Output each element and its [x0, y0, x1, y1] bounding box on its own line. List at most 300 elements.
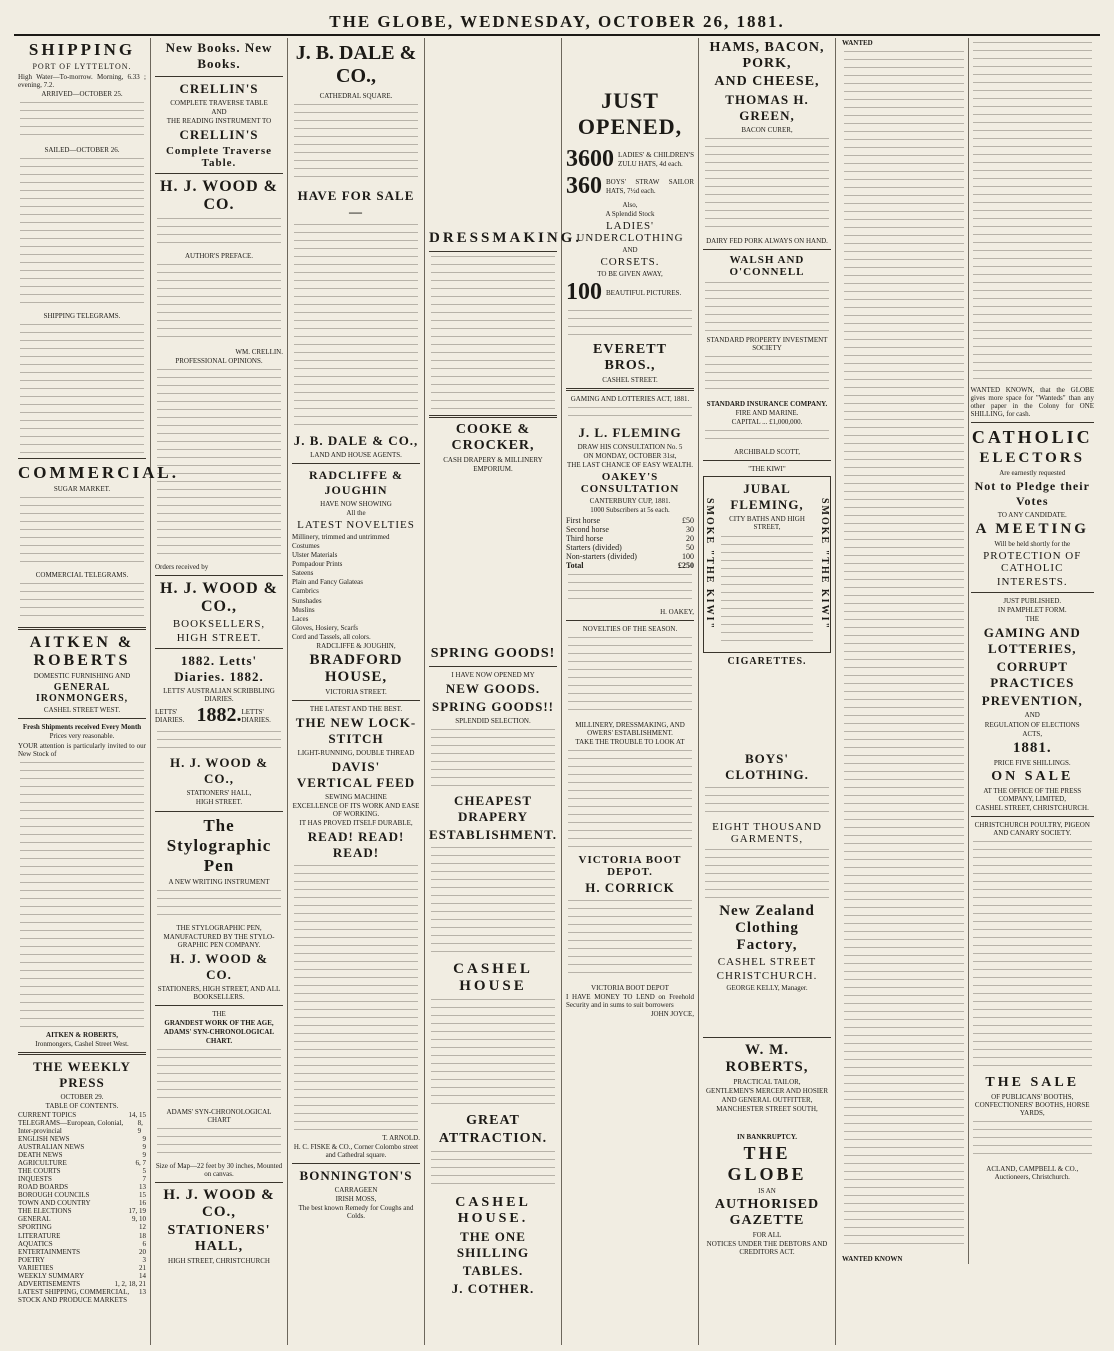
crellin-line3: THE READING INSTRUMENT TO [166, 117, 272, 126]
authors-preface: AUTHOR'S PREFACE. [184, 252, 254, 261]
dressmaking-text [431, 256, 555, 411]
radcliffe-item: Ulster Materials [292, 551, 338, 560]
row-sailor-hats [566, 173, 694, 200]
novelties-heading: NOVELTIES OF THE SEASON. [582, 624, 678, 633]
footer-stationers: STATIONERS' HALL, [167, 1223, 271, 1255]
port-heading: PORT OF LYTTELTON. [32, 62, 132, 71]
telegrams-text [20, 324, 144, 454]
radcliffe-item: Costumes [292, 542, 320, 551]
toc-label: CURRENT TOPICS [18, 1110, 77, 1119]
toc-page: 6 [142, 1239, 146, 1248]
radcliffe-item: Pompadour Prints [292, 560, 343, 569]
sugar-text [20, 497, 144, 567]
prize-amount: 20 [686, 533, 694, 543]
chart-line1: GRANDEST WORK OF THE AGE, [164, 1018, 274, 1027]
green-text [705, 138, 829, 233]
standard-ins: STANDARD INSURANCE COMPANY. [706, 400, 828, 409]
row3-text: BEAUTIFUL PICTURES. [606, 288, 682, 297]
toc-row [18, 1135, 146, 1143]
toc-label: THE COURTS [18, 1167, 61, 1176]
letts-right: LETTS' DIARIES. [241, 707, 271, 724]
toc-label: AQUATICS [18, 1239, 53, 1248]
novelties-text [568, 637, 692, 717]
press-cashel: CASHEL STREET, CHRISTCHURCH. [975, 803, 1089, 812]
cashel-title: CASHEL HOUSE [453, 961, 533, 995]
prize-amount: 50 [686, 542, 694, 552]
toc-page: 9 [142, 1134, 146, 1143]
meeting: A MEETING [975, 521, 1089, 538]
toc-label: AUSTRALIAN NEWS [18, 1142, 85, 1151]
toc-row [18, 1207, 146, 1215]
sewing-latest: THE LATEST AND THE BEST. [309, 704, 403, 713]
toc-label: TELEGRAMS—European, Colonial, Inter-provincial [18, 1118, 124, 1135]
radcliffe-item: Plain and Fancy Galateas [292, 578, 363, 587]
aitken-prices: Prices very reasonable. [49, 732, 115, 741]
toc-row [18, 1151, 146, 1159]
millinery: MILLINERY, DRESSMAKING, AND OWERS' ESTABLISHMENT. [575, 720, 685, 737]
kiwi-side-left: SMOKE "THE KIWI" [704, 498, 715, 631]
toc-row [18, 1223, 146, 1231]
last-chance: THE LAST CHANCE OF EASY WEALTH. [566, 461, 693, 470]
gaming-lotteries: GAMING AND LOTTERIES, [983, 625, 1081, 657]
toc-page: 5 [142, 1167, 146, 1176]
boys-clothing: BOYS' CLOTHING. [725, 750, 809, 782]
toc-row [18, 1272, 146, 1280]
fleming-name: J. L. FLEMING [578, 425, 682, 441]
roberts-line2: GENTLEMEN'S MERCER AND HOSIER [705, 1086, 828, 1095]
toc-row [18, 1159, 146, 1167]
acland: ACLAND, CAMPBELL & CO., Auctioneers, Christchurch. [986, 1165, 1079, 1182]
sewing-line3: SEWING MACHINE [325, 792, 387, 801]
aitken-shipments: Fresh Shipments received Every Month [22, 723, 142, 732]
pamphlet-and: AND [1024, 711, 1040, 720]
toc-page: 7 [142, 1175, 146, 1184]
letts-banner [155, 704, 283, 727]
aitken-footer-address: Ironmongers, Cashel Street West. [35, 1039, 129, 1048]
toc-page: 8, 9 [137, 1118, 143, 1135]
cashel-title-2: CASHEL HOUSE. [455, 1195, 531, 1227]
acts: ACTS, [1022, 729, 1043, 738]
radcliffe-footer-street: VICTORIA STREET. [325, 687, 387, 696]
arrived-heading: ARRIVED—OCTOBER 25. [41, 90, 123, 99]
cooke-line2: EMPORIUM. [473, 465, 513, 474]
radcliffe-footer-name: RADCLIFFE & JOUGHIN, [316, 641, 396, 650]
bonnington-line2: IRISH MOSS, [335, 1195, 377, 1204]
radcliffe-item: Sunshades [292, 596, 322, 605]
corrupt: CORRUPT PRACTICES [990, 659, 1075, 691]
prize-label: Starters (divided) [566, 542, 622, 552]
kiwi-name: JUBAL FLEMING, [730, 481, 804, 513]
notices: NOTICES UNDER THE DEBTORS AND CREDITORS ACT. [706, 1239, 828, 1256]
toc-page: 6, 7 [135, 1159, 146, 1168]
toc-page: 21 [139, 1263, 146, 1272]
roberts-line3: AND GENERAL OUTFITTER, [721, 1095, 813, 1104]
the-globe: THE GLOBE [727, 1142, 807, 1184]
toc-row [18, 1199, 146, 1207]
sewing-line4: EXCELLENCE OF ITS WORK AND EASE OF WORKING. [292, 801, 420, 819]
attraction-text [431, 1151, 555, 1191]
chart-line4: ADAMS' SYN-CHRONOLOGICAL CHART [166, 1107, 272, 1125]
radcliffe-item: Gloves, Hosiery, Scarfs [292, 623, 359, 632]
stationers-name: H. J. WOOD & CO., [169, 755, 269, 787]
hjwood-line1: BOOKSELLERS, [172, 618, 266, 631]
toc-page: 9 [142, 1151, 146, 1160]
and: AND [622, 246, 638, 255]
bonnington-line3: The best known Remedy for Coughs and Colds. [298, 1204, 414, 1221]
toc-label: AGRICULTURE [18, 1159, 67, 1168]
radcliffe-item: Muslins [292, 605, 315, 614]
boys-text [705, 787, 829, 817]
green-sub: BACON CURER, [741, 126, 793, 134]
toc-page: 14, 15 [128, 1110, 146, 1119]
toc-page: 16 [139, 1199, 146, 1208]
toc-row [18, 1256, 146, 1264]
shipping-heading: SHIPPING [28, 40, 136, 59]
hjwood-line2: HIGH STREET. [176, 632, 262, 645]
toc-label: ENTERTAINMENTS [18, 1247, 81, 1256]
will-be-held: Will be held shortly for the [994, 540, 1071, 549]
subscribers: 1000 Subscribers at 5s each. [590, 506, 670, 515]
prize-amount: 30 [686, 524, 694, 534]
poultry-text [973, 841, 1093, 1071]
toc-label: LITERATURE [18, 1231, 61, 1240]
dale-street: CATHEDRAL SQUARE. [319, 92, 393, 100]
the-sale: THE SALE [985, 1074, 1080, 1090]
column-2 [151, 38, 288, 1345]
given-away: TO BE GIVEN AWAY, [597, 270, 663, 279]
crellin-name-2: CRELLIN'S [179, 127, 259, 143]
prevention: PREVENTION, [981, 693, 1083, 709]
prize-total-label: Total [566, 560, 584, 570]
footer-wood: H. J. WOOD & CO., [163, 1187, 275, 1221]
sugar-heading: SUGAR MARKET. [53, 485, 111, 494]
stylographic-text [157, 890, 281, 920]
price: PRICE FIVE SHILLINGS. [993, 758, 1071, 767]
fire-marine: FIRE AND MARINE. [735, 409, 799, 418]
toc-label: WEEKLY SUMMARY [18, 1271, 85, 1280]
letts-year: 1882. [196, 704, 242, 727]
toc-label: GENERAL [18, 1215, 51, 1224]
cooke-name: COOKE & CROCKER, [451, 422, 535, 453]
column-6 [699, 38, 836, 1345]
row-pictures [566, 279, 694, 306]
aitken-goods-list [20, 762, 144, 1027]
nz-street: CASHEL STREET [717, 955, 817, 968]
crellin-line4: Complete Traverse Table. [165, 145, 273, 170]
roberts-line1: PRACTICAL TAILOR, [733, 1077, 801, 1086]
radcliffe-item: Cambrics [292, 587, 319, 596]
hjwood-name: H. J. WOOD & CO., [160, 580, 278, 616]
opinions-text [157, 369, 281, 559]
kiwi-ad [703, 476, 831, 652]
victoria-boot: VICTORIA BOOT DEPOT. [578, 853, 682, 878]
in-bankruptcy: IN BANKRUPTCY. [736, 1132, 798, 1141]
toc-row [18, 1175, 146, 1183]
dairy-fed: DAIRY FED PORK ALWAYS ON HAND. [706, 237, 828, 246]
toc-row [18, 1215, 146, 1223]
spring-text [431, 729, 555, 789]
prize-amount: £50 [682, 515, 694, 525]
lezard-text [568, 750, 692, 850]
spring-line1: I HAVE NOW OPENED MY [451, 671, 535, 680]
splendid-stock: A Splendid Stock [605, 210, 655, 219]
crellin-line2: AND [211, 108, 227, 117]
notices-column [968, 38, 1097, 1264]
toc-page: 18 [139, 1231, 146, 1240]
row1-text: LADIES' & CHILDREN'S ZULU HATS, 4d each. [618, 151, 694, 168]
tables-line2: TABLES. [462, 1263, 524, 1279]
radcliffe-item: Laces [292, 614, 309, 623]
weekly-press-date: OCTOBER 29. [60, 1092, 104, 1101]
sewing-signed: T. ARNOLD. [382, 1134, 420, 1143]
chart-line3: CHART. [205, 1036, 233, 1045]
money-to-lend: I HAVE MONEY TO LEND on Freehold Security and in sums to suit borrowers [566, 992, 694, 1009]
regulation: REGULATION OF ELECTIONS [984, 720, 1080, 729]
oakey-text [568, 574, 692, 604]
toc-label: ADVERTISEMENTS [18, 1279, 81, 1288]
stylographic-line3: STATIONERS, HIGH STREET, AND ALL BOOKSELLERS. [157, 984, 281, 1001]
table-of-contents [18, 1111, 146, 1304]
toc-page: 20 [139, 1247, 146, 1256]
professional-opinions: PROFESSIONAL OPINIONS. [175, 357, 263, 366]
aitken-attention: YOUR attention is particularly invited to our New Stock of [18, 741, 146, 758]
great: GREAT [466, 1113, 520, 1129]
also: Also, [622, 201, 638, 209]
toc-row [18, 1111, 146, 1119]
chart-text [157, 1049, 281, 1104]
toc-label: THE ELECTIONS [18, 1207, 72, 1216]
chart-the: THE [212, 1009, 226, 1018]
masthead-title: THE GLOBE, WEDNESDAY, OCTOBER 26, 1881. [329, 12, 785, 31]
fleming-line1: DRAW HIS CONSULTATION No. 5 [577, 443, 683, 452]
wanted-known-heading: WANTED KNOWN [842, 1255, 903, 1264]
chart-size: Size of Map—22 feet by 30 inches, Mounted on canvas. [155, 1162, 283, 1179]
prize-total [566, 561, 694, 570]
prize-row [566, 516, 694, 525]
kiwi-side-right: SMOKE "THE KIWI" [819, 498, 830, 631]
radcliffe-name: RADCLIFFE & JOUGHIN [309, 468, 403, 498]
protection: PROTECTION OF CATHOLIC [983, 550, 1082, 575]
archibald-scott: ARCHIBALD SCOTT, [734, 448, 800, 457]
attraction: ATTRACTION. [438, 1131, 548, 1147]
establishment: ESTABLISHMENT. [429, 827, 558, 843]
column-3 [288, 38, 425, 1345]
sewing-title: THE NEW LOCK-STITCH [295, 714, 417, 746]
toc-page: 1, 2, 18, 21 [114, 1279, 146, 1288]
weekly-press-title: THE WEEKLY PRESS [33, 1058, 131, 1090]
prize-label: First horse [566, 515, 600, 525]
radcliffe-items [292, 533, 420, 641]
authorised-gazette: AUTHORISED GAZETTE [714, 1196, 820, 1228]
stationers-line2: HIGH STREET. [195, 798, 243, 807]
prize-total-amount: £250 [678, 560, 694, 570]
is-an: IS AN [758, 1186, 776, 1195]
crellin-line1: COMPLETE TRAVERSE TABLE [170, 99, 268, 107]
row1-num: 3600 [566, 146, 614, 172]
bonnington-line1: CARRAGEEN [334, 1186, 378, 1195]
toc-page: 12 [139, 1223, 146, 1232]
toc-page: 13 [139, 1183, 146, 1192]
toc-row [18, 1280, 146, 1288]
toc-label: TOWN AND COUNTRY [18, 1199, 91, 1208]
prize-list [566, 516, 694, 561]
toc-page: 9, 10 [132, 1215, 146, 1224]
roberts-name: W. M. ROBERTS, [725, 1041, 809, 1075]
new-books-heading: New Books. New Books. [165, 40, 273, 71]
wanted-ads-text [844, 51, 964, 1251]
sale-line: OF PUBLICANS' BOOTHS, CONFECTIONERS' BOOTHS, HORSE YARDS, [974, 1092, 1090, 1117]
aitken-roberts-title: AITKEN & ROBERTS [29, 634, 135, 670]
toc-row [18, 1248, 146, 1256]
cashel-text [431, 999, 555, 1109]
cooke-line1: CASH DRAPERY & MILLINERY [443, 456, 543, 464]
footer-street: HIGH STREET, CHRISTCHURCH [168, 1257, 270, 1266]
dale-name: J. B. DALE & CO., [295, 42, 417, 87]
radcliffe-item: Millinery, trimmed and untrimmed [292, 533, 390, 542]
wanted-heading: WANTED [842, 39, 873, 47]
pamphlet: IN PAMPHLET FORM. [997, 606, 1067, 615]
poultry-society: CHRISTCHURCH POULTRY, PIGEON AND CANARY SOCIETY. [974, 820, 1090, 837]
victoria-boot-2: VICTORIA BOOT DEPOT [591, 983, 669, 992]
press-office: AT THE OFFICE OF THE PRESS COMPANY, LIMITED, [983, 786, 1082, 803]
toc-label: SPORTING [18, 1223, 52, 1232]
pictures-text [568, 310, 692, 338]
toc-page: 17, 19 [128, 1207, 146, 1216]
gaming-act: GAMING AND LOTTERIES ACT, 1881. [570, 395, 690, 404]
row-zulu-hats [566, 146, 694, 173]
crellin-intro-text [157, 218, 281, 248]
nz-city: CHRISTCHURCH. [716, 969, 818, 982]
toc-label: BOROUGH COUNCILS [18, 1191, 90, 1200]
diaries-heading: 1882. Letts' Diaries. 1882. [174, 653, 264, 685]
stylographic-line2: MANUFACTURED BY THE STYLO-GRAPHIC PEN COMPANY. [163, 932, 275, 949]
prize-row [566, 543, 694, 552]
corrick-text [568, 900, 692, 980]
everett: EVERETT BROS., [593, 342, 667, 374]
toc-page: 15 [139, 1191, 146, 1200]
toc-label: INQUESTS [18, 1175, 52, 1184]
kiwi-text [721, 536, 813, 646]
stylographic-sub: A NEW WRITING INSTRUMENT [168, 877, 270, 886]
hams-heading-2: AND CHEESE, [714, 74, 820, 89]
toc-page: 9 [142, 1142, 146, 1151]
toc-row [18, 1143, 146, 1151]
prize-amount: 100 [682, 551, 694, 561]
aitken-line1: DOMESTIC FURNISHING AND [33, 672, 131, 681]
on-sale: ON SALE [991, 768, 1074, 784]
read-heading: READ! READ! READ! [307, 829, 405, 861]
hams-heading: HAMS, BACON, PORK, [709, 40, 825, 71]
nz-clothing: New Zealand Clothing Factory, [719, 902, 815, 953]
toc-label: LATEST SHIPPING, COMMERCIAL, STOCK AND PRODUCE MARKETS [18, 1287, 130, 1304]
row2-text: BOYS' STRAW SAILOR HATS, 7½d each. [606, 178, 694, 195]
take-trouble: TAKE THE TROUBLE TO LOOK AT [575, 737, 685, 746]
crellin-signature: WM. CRELLIN. [235, 348, 283, 357]
standard-property: STANDARD PROPERTY INVESTMENT SOCIETY [706, 336, 828, 353]
stylographic-line1: THE STYLOGRAPHIC PEN, [176, 923, 262, 932]
shipping-telegrams-heading: SHIPPING TELEGRAMS. [43, 312, 121, 321]
gaming-text [568, 407, 692, 421]
radcliffe-item: Cord and Tassels, all colors. [292, 632, 371, 641]
stationers-line1: STATIONERS' HALL, [186, 789, 252, 798]
spring-title2: SPRING GOODS!! [432, 699, 554, 715]
catholic: CATHOLIC [971, 427, 1093, 448]
column-5 [562, 38, 699, 1345]
crellin-name: CRELLIN'S [179, 81, 259, 96]
spring-line3: SPLENDID SELECTION. [455, 717, 531, 726]
shipping-news-text [20, 158, 144, 308]
preface-text [157, 264, 281, 344]
toc-row [18, 1119, 146, 1135]
toc-row [18, 1167, 146, 1175]
toc-page: 13 [139, 1287, 146, 1296]
sale-text [973, 1121, 1093, 1161]
roberts-line4: MANCHESTER STREET SOUTH, [716, 1104, 818, 1113]
prize-row [566, 534, 694, 543]
commercial-telegrams-text [20, 583, 144, 623]
dressmaking-heading: DRESSMAKING. [429, 230, 583, 246]
just-opened: JUST OPENED, [577, 88, 683, 139]
toc-row [18, 1288, 146, 1304]
toc-label: DEATH NEWS [18, 1151, 63, 1160]
toc-label: ENGLISH NEWS [18, 1134, 70, 1143]
everett-street: CASHEL STREET. [602, 376, 658, 385]
just-published: JUST PUBLISHED. [1003, 597, 1062, 606]
toc-label: ROAD BOARDS [18, 1183, 68, 1192]
sewing-line1: LIGHT-RUNNING, DOUBLE THREAD [297, 748, 415, 757]
dale-listings [294, 224, 418, 429]
wanted-known-globe: WANTED KNOWN, that the GLOBE gives more space for "Wanteds" than any other paper in the Colony for ONE SHILLING, for cash. [970, 386, 1094, 419]
high-water: High Water—To-morrow. Morning, 6.33 ; evening, 7.2. [18, 73, 146, 90]
joyce: JOHN JOYCE, [650, 1009, 694, 1018]
dale-text [294, 104, 418, 184]
standard-ins-text [705, 430, 829, 444]
prize-label: Third horse [566, 533, 604, 543]
toc-page: 14 [139, 1271, 146, 1280]
pamphlet-the: THE [1025, 615, 1040, 624]
arrivals-text [20, 102, 144, 142]
pamphlet-year: 1881. [1012, 739, 1052, 756]
pledge: Not to Pledge their Votes [974, 479, 1090, 509]
toc-row [18, 1232, 146, 1240]
toc-page: 3 [142, 1255, 146, 1264]
sewing-testimonials [294, 865, 418, 1130]
aitken-footer-name: AITKEN & ROBERTS, [46, 1030, 118, 1039]
cigarettes: CIGARETTES. [727, 655, 807, 667]
interests: INTERESTS. [996, 576, 1068, 589]
chart-line2: ADAMS' SYN-CHRONOLOGICAL [163, 1027, 275, 1036]
tables-line1: THE ONE SHILLING [456, 1229, 530, 1261]
walsh-name: WALSH AND O'CONNELL [729, 254, 805, 279]
prize-label: Second horse [566, 524, 609, 534]
prize-row [566, 552, 694, 561]
radcliffe-item: Sateens [292, 569, 314, 578]
radcliffe-line3: LATEST NOVELTIES [297, 519, 415, 532]
sewing-footer: H. C. FISKE & CO., Corner Colombo street and Cathedral square. [293, 1143, 419, 1160]
canterbury-cup: CANTERBURY CUP, 1881. [589, 497, 671, 506]
eight-thousand: EIGHT THOUSAND GARMENTS, [712, 820, 822, 845]
crellin-hjwood: H. J. WOOD & CO. [160, 178, 278, 214]
orders-received: Orders received by [155, 563, 209, 572]
wanted-ads-text-2 [973, 42, 1093, 382]
walsh-text [705, 282, 829, 332]
corrick: H. CORRICK [585, 879, 675, 895]
prize-label: Non-starters (divided) [566, 551, 637, 561]
radcliffe-line2: All the [346, 509, 366, 518]
toc-row [18, 1191, 146, 1199]
row3-num: 100 [566, 279, 602, 306]
oakey-signed: H. OAKEY, [660, 607, 694, 616]
